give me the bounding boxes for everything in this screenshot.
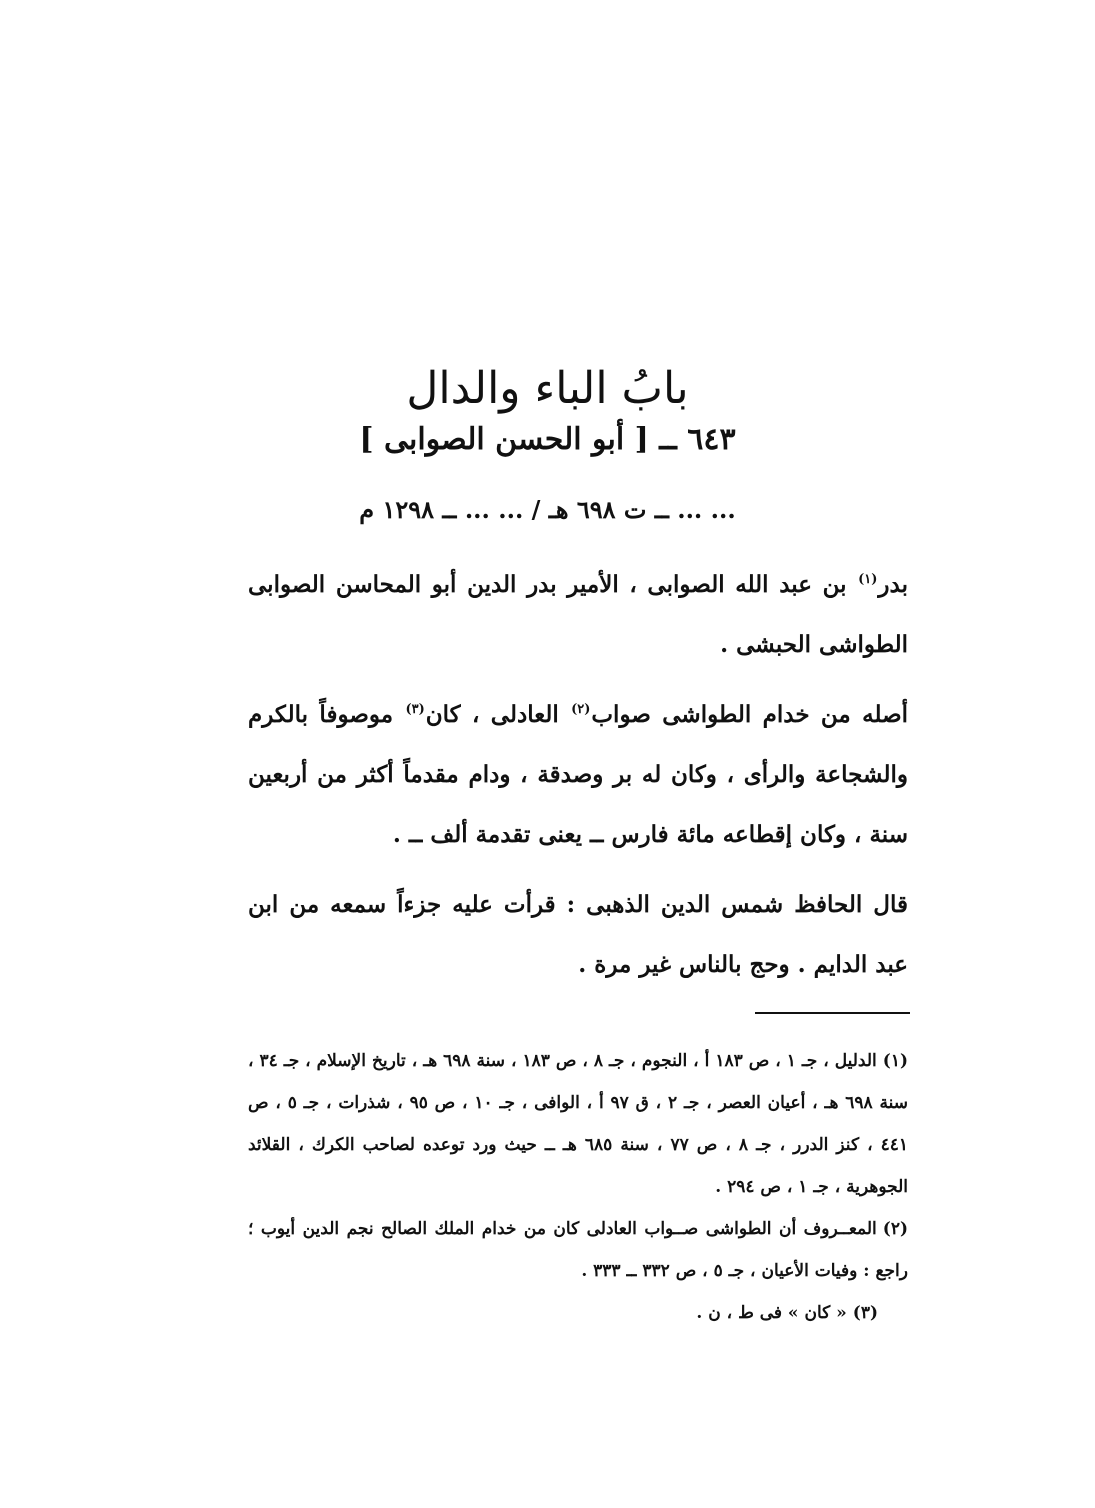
footnote-ref-1: (١) [858,572,878,588]
paragraph-2-seg2: العادلى ، كان [425,701,571,728]
footnote-3-text: « كان » فى ط ، ن . [696,1303,847,1323]
paragraph-1-text [248,555,908,675]
paragraph-1-start: بدر [878,571,908,598]
paragraph-2 [248,685,908,875]
footnote-ref-2: (٢) [571,702,591,718]
paragraph-2-text [248,685,908,865]
footnote-2 [248,1208,908,1292]
paragraph-1 [248,555,908,685]
footnote-2-text: المعــروف أن الطواشى صــواب العادلى كان من خدام الملك الصالح نجم الدين أيوب ؛ راجع : وفيات الأعيان ، جـ ٥ ، ص ٣٣٢ ــ ٣٣٣ . [248,1219,908,1281]
footnote-ref-3: (٣) [405,702,425,718]
paragraph-3-text: قال الحافظ شمس الدين الذهبى : قرأت عليه جزءاً سمعه من ابن عبد الدايم . وحج بالناس غير مرة . [248,891,908,978]
footnote-2-number: (٢) [882,1219,908,1239]
entry-dates: ... ... ــ ت ٦٩٨ هـ / ... ... ــ ١٢٩٨ م [359,495,736,524]
footnote-divider [755,1012,910,1014]
paragraph-2-seg1: أصله من خدام الطواشى صواب [591,701,909,728]
footnote-3 [248,1292,908,1334]
paragraph-2-seg3: موصوفاً بالكرم والشجاعة والرأى ، وكان له بر وصدقة ، ودام مقدماً أكثر من أربعين سنة ، وكان إقطاعه مائة فارس ــ يعنى تقدمة ألف ــ . [248,701,908,848]
paragraph-1-rest: بن عبد الله الصوابى ، الأمير بدر الدين أبو المحاسن الصوابى الطواشى الحبشى . [248,571,908,658]
chapter-title: بابُ الباء والدال [406,363,689,415]
footnote-3-number: (٣) [852,1303,878,1323]
paragraph-3 [248,875,908,1005]
footnotes [248,1040,908,1334]
entry-heading: ٦٤٣ ــ [ أبو الحسن الصوابى ] [359,422,736,457]
footnote-1-text: الدليل ، جـ ١ ، ص ١٨٣ أ ، النجوم ، جـ ٨ ، ص ١٨٣ ، سنة ٦٩٨ هـ ، تاريخ الإسلام ، جـ ٣٤ ، سنة ٦٩٨ هـ ، أعيان العصر ، جـ ٢ ، ق ٩٧ أ ، الوافى ، جـ ١٠ ، ص ٩٥ ، شذرات ، جـ ٥ ، ص ٤٤١ ، كنز الدرر ، جـ ٨ ، ص ٧٧ ، سنة ٦٨٥ هـ ــ حيث ورد توعده لصاحب الكرك ، القلائد الجوهرية ، جـ ١ ، ص ٢٩٤ . [248,1051,909,1197]
footnote-1-number: (١) [882,1051,908,1071]
footnote-1 [248,1040,908,1208]
